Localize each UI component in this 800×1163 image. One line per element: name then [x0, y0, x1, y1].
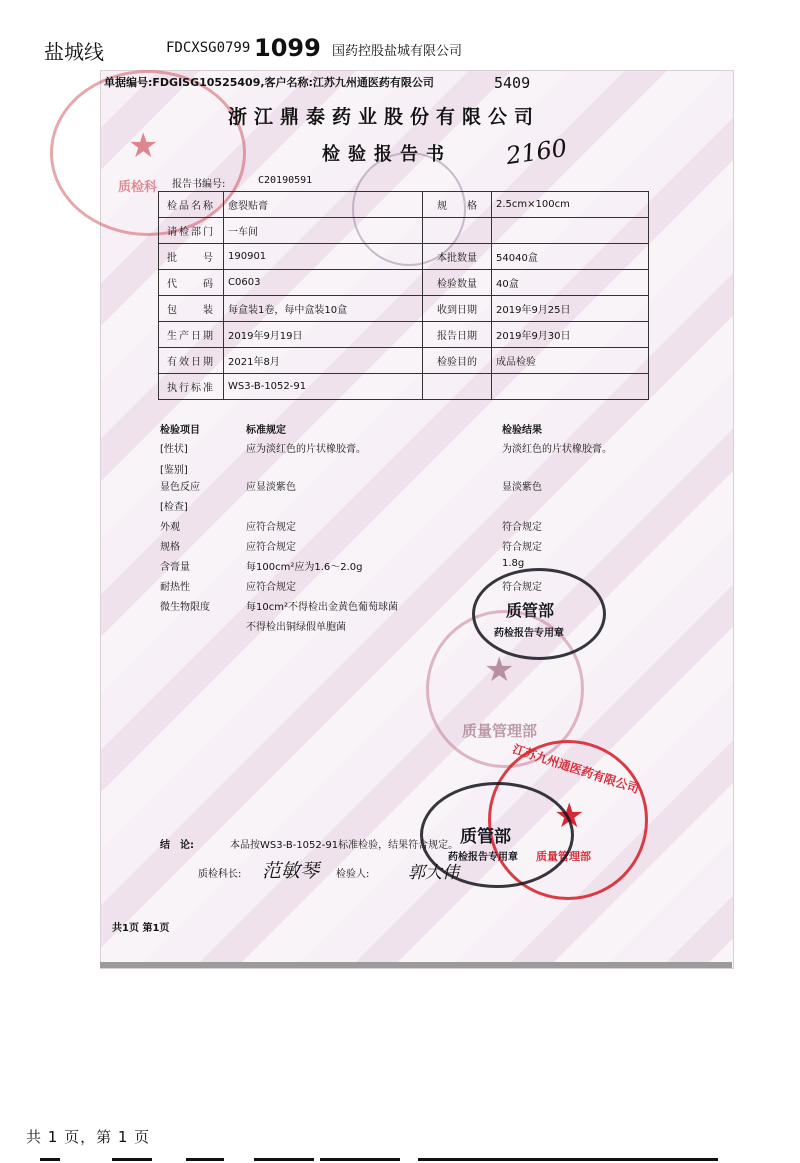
report-number-value: C20190591 — [258, 175, 313, 186]
info-value: 愈裂贴膏 — [224, 192, 423, 218]
result-item: [鉴别] — [160, 465, 188, 476]
info-label: 代 码 — [159, 270, 224, 296]
info-label: 有效日期 — [159, 348, 224, 374]
info-value: 每盒装1卷，每中盒装10盒 — [224, 296, 423, 322]
qa-stamp-1-label: 质管部 — [506, 601, 555, 620]
result-value: 为淡红色的片状橡胶膏。 — [502, 444, 612, 455]
qa-stamp-2-label: 质管部 — [460, 827, 511, 847]
info-label2: 报告日期 — [423, 322, 492, 348]
info-table-row — [159, 322, 649, 348]
info-table-row — [159, 244, 649, 270]
header-left-title: 盐城线 — [44, 40, 104, 64]
result-value: 1.8g — [502, 558, 525, 569]
star-icon: ★ — [484, 650, 515, 690]
info-table — [158, 191, 649, 400]
results-col-item: 检验项目 — [160, 425, 200, 436]
result-standard: 应符合规定 — [246, 582, 296, 593]
result-standard: 每100cm²应为1.6～2.0g — [246, 562, 363, 573]
info-table-row — [159, 218, 649, 244]
qc-head-signature: 范敏琴 — [262, 860, 320, 882]
result-item: [检查] — [160, 502, 188, 513]
document-title: 检验报告书 — [322, 144, 452, 165]
conclusion-text: 本品按WS3-B-1052-91标准检验，结果符合规定。 — [230, 840, 459, 851]
red-stamp-bottom-right-label: 江苏九州通医药有限公司 — [510, 741, 641, 797]
header-number: 1099 — [254, 34, 321, 62]
info-label2 — [423, 374, 492, 400]
info-label: 包 装 — [159, 296, 224, 322]
quality-mgmt-stamp-label: 质量管理部 — [462, 722, 538, 740]
info-label2: 规 格 — [423, 192, 492, 218]
results-col-standard: 标准规定 — [246, 425, 286, 436]
info-value2: 2.5cm×100cm — [492, 192, 649, 218]
info-value2: 2019年9月30日 — [492, 322, 649, 348]
info-label: 生产日期 — [159, 322, 224, 348]
info-label2: 检验数量 — [423, 270, 492, 296]
star-icon: ★ — [128, 126, 159, 166]
star-icon: ★ — [554, 796, 585, 836]
results-col-result: 检验结果 — [502, 425, 542, 436]
red-stamp-bottom-right-sublabel: 质量管理部 — [536, 850, 591, 863]
info-label: 批 号 — [159, 244, 224, 270]
handwritten-number: 2160 — [504, 133, 569, 171]
result-value: 显淡紫色 — [502, 482, 542, 493]
info-table-row — [159, 296, 649, 322]
result-value: 符合规定 — [502, 582, 542, 593]
sheet-bottom-edge — [100, 962, 732, 968]
info-value: 2019年9月19日 — [224, 322, 423, 348]
info-label: 检品名称 — [159, 192, 224, 218]
info-value: WS3-B-1052-91 — [224, 374, 423, 400]
result-item: 外观 — [160, 522, 180, 533]
info-value2 — [492, 218, 649, 244]
inspector-signature: 郭大伟 — [408, 863, 459, 883]
info-value: 一车间 — [224, 218, 423, 244]
result-item: [性状] — [160, 444, 188, 455]
result-item: 规格 — [160, 542, 180, 553]
result-item: 显色反应 — [160, 482, 200, 493]
info-value: C0603 — [224, 270, 423, 296]
info-value2 — [492, 374, 649, 400]
info-value2: 54040盒 — [492, 244, 649, 270]
info-value: 190901 — [224, 244, 423, 270]
info-label2: 收到日期 — [423, 296, 492, 322]
header-code: FDCXSG0799 — [166, 40, 251, 56]
document-number-line: 单据编号:FDGISG10525409,客户名称:江苏九州通医药有限公司 — [104, 76, 434, 89]
result-standard: 应为淡红色的片状橡胶膏。 — [246, 444, 366, 455]
info-label: 请检部门 — [159, 218, 224, 244]
result-item: 含膏量 — [160, 562, 190, 573]
bottom-cut-marks — [0, 1158, 800, 1163]
info-value2: 40盒 — [492, 270, 649, 296]
info-table-row — [159, 192, 649, 218]
qa-stamp-2-sublabel: 药检报告专用章 — [448, 852, 518, 863]
qa-stamp-1-sublabel: 药检报告专用章 — [494, 628, 564, 639]
info-value: 2021年8月 — [224, 348, 423, 374]
result-standard: 应符合规定 — [246, 542, 296, 553]
inspector-label: 检验人: — [336, 869, 370, 880]
info-label2 — [423, 218, 492, 244]
conclusion-label: 结 论: — [160, 840, 194, 851]
info-value2: 成品检验 — [492, 348, 649, 374]
info-table-row — [159, 374, 649, 400]
result-item: 微生物限度 — [160, 602, 210, 613]
result-standard: 每10cm²不得检出金黄色葡萄球菌 — [246, 602, 398, 613]
info-label: 执行标准 — [159, 374, 224, 400]
page-indicator-inner: 共1页 第1页 — [112, 923, 170, 934]
page-indicator-outer: 共 1 页，第 1 页 — [26, 1128, 151, 1146]
result-standard: 应符合规定 — [246, 522, 296, 533]
result-standard: 应显淡紫色 — [246, 482, 296, 493]
info-table-row — [159, 270, 649, 296]
info-label2: 本批数量 — [423, 244, 492, 270]
result-item: 耐热性 — [160, 582, 190, 593]
result-standard: 不得检出铜绿假单胞菌 — [246, 622, 346, 633]
result-value: 符合规定 — [502, 542, 542, 553]
report-number-label: 报告书编号: — [172, 179, 226, 190]
document-number-suffix: 5409 — [494, 74, 531, 92]
result-value: 符合规定 — [502, 522, 542, 533]
red-stamp-top-left-label: 质检科 — [118, 180, 158, 195]
qc-head-label: 质检科长: — [198, 869, 242, 880]
info-table-row — [159, 348, 649, 374]
info-label2: 检验目的 — [423, 348, 492, 374]
header-company: 国药控股盐城有限公司 — [332, 44, 463, 59]
info-value2: 2019年9月25日 — [492, 296, 649, 322]
company-title: 浙江鼎泰药业股份有限公司 — [228, 106, 541, 128]
